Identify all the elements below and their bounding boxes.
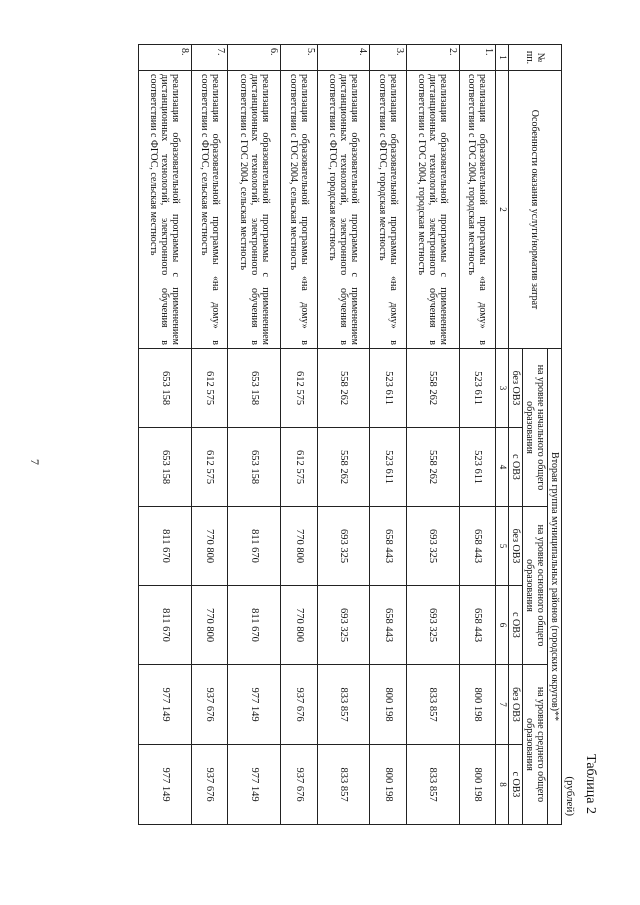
table-row <box>459 45 496 825</box>
value-cell: 800 198 <box>370 665 407 745</box>
value-cell: 653 158 <box>139 349 192 428</box>
value-cell: 612 575 <box>191 349 228 428</box>
table-title: Таблица 2 <box>583 754 598 814</box>
cost-norms-table <box>138 44 562 825</box>
value-cell: 558 262 <box>317 428 370 507</box>
value-cell: 770 800 <box>191 586 228 665</box>
value-cell: 523 611 <box>459 349 496 428</box>
table-row <box>317 45 370 825</box>
value-cell: 977 149 <box>228 665 281 745</box>
value-cell: 523 611 <box>370 349 407 428</box>
value-cell: 653 158 <box>139 428 192 507</box>
column-number: 5 <box>496 507 509 586</box>
value-cell: 833 857 <box>406 745 459 825</box>
value-cell: 811 670 <box>228 507 281 586</box>
value-cell: 693 325 <box>406 586 459 665</box>
value-cell: 658 443 <box>459 507 496 586</box>
value-cell: 653 158 <box>228 349 281 428</box>
value-cell: 833 857 <box>406 665 459 745</box>
value-cell: 800 198 <box>459 665 496 745</box>
value-cell: 523 611 <box>459 428 496 507</box>
column-number: 4 <box>496 428 509 507</box>
row-number: 2. <box>406 45 459 71</box>
row-number: 7. <box>191 45 228 71</box>
value-cell: 693 325 <box>406 507 459 586</box>
value-cell: 937 676 <box>191 745 228 825</box>
row-number: 5. <box>281 45 318 71</box>
column-number: 8 <box>496 745 509 825</box>
value-cell: 833 857 <box>317 745 370 825</box>
column-number: 2 <box>496 71 509 349</box>
table-row <box>281 45 318 825</box>
row-number: 4. <box>317 45 370 71</box>
value-cell: 612 575 <box>191 428 228 507</box>
row-description: реализация образовательной программы «на дому» в соответствии с ГОС 2004, городская местность <box>459 71 496 349</box>
table-row <box>228 45 281 825</box>
row-description: реализация образовательной программы «на дому» в соответствии с ФГОС, сельская местность <box>191 71 228 349</box>
value-cell: 558 262 <box>406 349 459 428</box>
header-sub-with-ovz: с ОВЗ <box>509 586 523 665</box>
row-number: 1. <box>459 45 496 71</box>
units-label: (рублей) <box>564 776 576 816</box>
row-number: 8. <box>139 45 192 71</box>
page-number: 7 <box>28 459 42 465</box>
column-number: 3 <box>496 349 509 428</box>
value-cell: 811 670 <box>228 586 281 665</box>
value-cell: 658 443 <box>370 507 407 586</box>
value-cell: 977 149 <box>139 745 192 825</box>
column-number: 6 <box>496 586 509 665</box>
header-level-basic: на уровне основного общего образования <box>523 507 548 665</box>
header-sub-without-ovz: без ОВЗ <box>509 507 523 586</box>
value-cell: 977 149 <box>139 665 192 745</box>
row-description: реализация образовательной программы с применением дистанционных технологий, электронного обучения в соответствии с ГОС 2004, городская местность <box>406 71 459 349</box>
value-cell: 800 198 <box>459 745 496 825</box>
column-number: 7 <box>496 665 509 745</box>
table-row <box>406 45 459 825</box>
value-cell: 937 676 <box>191 665 228 745</box>
row-number: 3. <box>370 45 407 71</box>
header-level-primary: на уровне начального общего образования <box>523 349 548 507</box>
row-description: реализация образовательной программы с применением дистанционных технологий, электронного обучения в соответствии с ФГОС, городская местность <box>317 71 370 349</box>
table-row <box>191 45 228 825</box>
value-cell: 612 575 <box>281 349 318 428</box>
value-cell: 937 676 <box>281 665 318 745</box>
value-cell: 658 443 <box>459 586 496 665</box>
column-number: 1 <box>496 45 509 71</box>
value-cell: 800 198 <box>370 745 407 825</box>
table-row <box>370 45 407 825</box>
value-cell: 937 676 <box>281 745 318 825</box>
value-cell: 523 611 <box>370 428 407 507</box>
header-sub-with-ovz: с ОВЗ <box>509 428 523 507</box>
value-cell: 693 325 <box>317 507 370 586</box>
header-sub-without-ovz: без ОВЗ <box>509 349 523 428</box>
row-number: 6. <box>228 45 281 71</box>
header-sub-with-ovz: с ОВЗ <box>509 745 523 825</box>
header-num: № пп. <box>509 45 562 71</box>
value-cell: 770 800 <box>281 507 318 586</box>
value-cell: 558 262 <box>406 428 459 507</box>
header-level-secondary: на уровне среднего общего образования <box>523 665 548 825</box>
row-description: реализация образовательной программы с применением дистанционных технологий, электронного обучения в соответствии с ГОС 2004, сельская местность <box>228 71 281 349</box>
value-cell: 770 800 <box>281 586 318 665</box>
value-cell: 811 670 <box>139 507 192 586</box>
header-group: Вторая группа муниципальных районов (городских округов)** <box>548 349 562 825</box>
value-cell: 833 857 <box>317 665 370 745</box>
value-cell: 558 262 <box>317 349 370 428</box>
row-description: реализация образовательной программы «на дому» в соответствии с ГОС 2004, сельская местность <box>281 71 318 349</box>
header-sub-without-ovz: без ОВЗ <box>509 665 523 745</box>
rotated-page-content <box>138 44 610 824</box>
value-cell: 658 443 <box>370 586 407 665</box>
value-cell: 612 575 <box>281 428 318 507</box>
header-feature: Особенности оказания услуги/норматив затрат <box>509 71 562 349</box>
value-cell: 693 325 <box>317 586 370 665</box>
table-row <box>139 45 192 825</box>
value-cell: 770 800 <box>191 507 228 586</box>
value-cell: 977 149 <box>228 745 281 825</box>
row-description: реализация образовательной программы с применением дистанционных технологий, электронного обучения в соответствии с ФГОС, сельская местность <box>139 71 192 349</box>
row-description: реализация образовательной программы «на дому» в соответствии с ФГОС, городская местность <box>370 71 407 349</box>
value-cell: 653 158 <box>228 428 281 507</box>
value-cell: 811 670 <box>139 586 192 665</box>
